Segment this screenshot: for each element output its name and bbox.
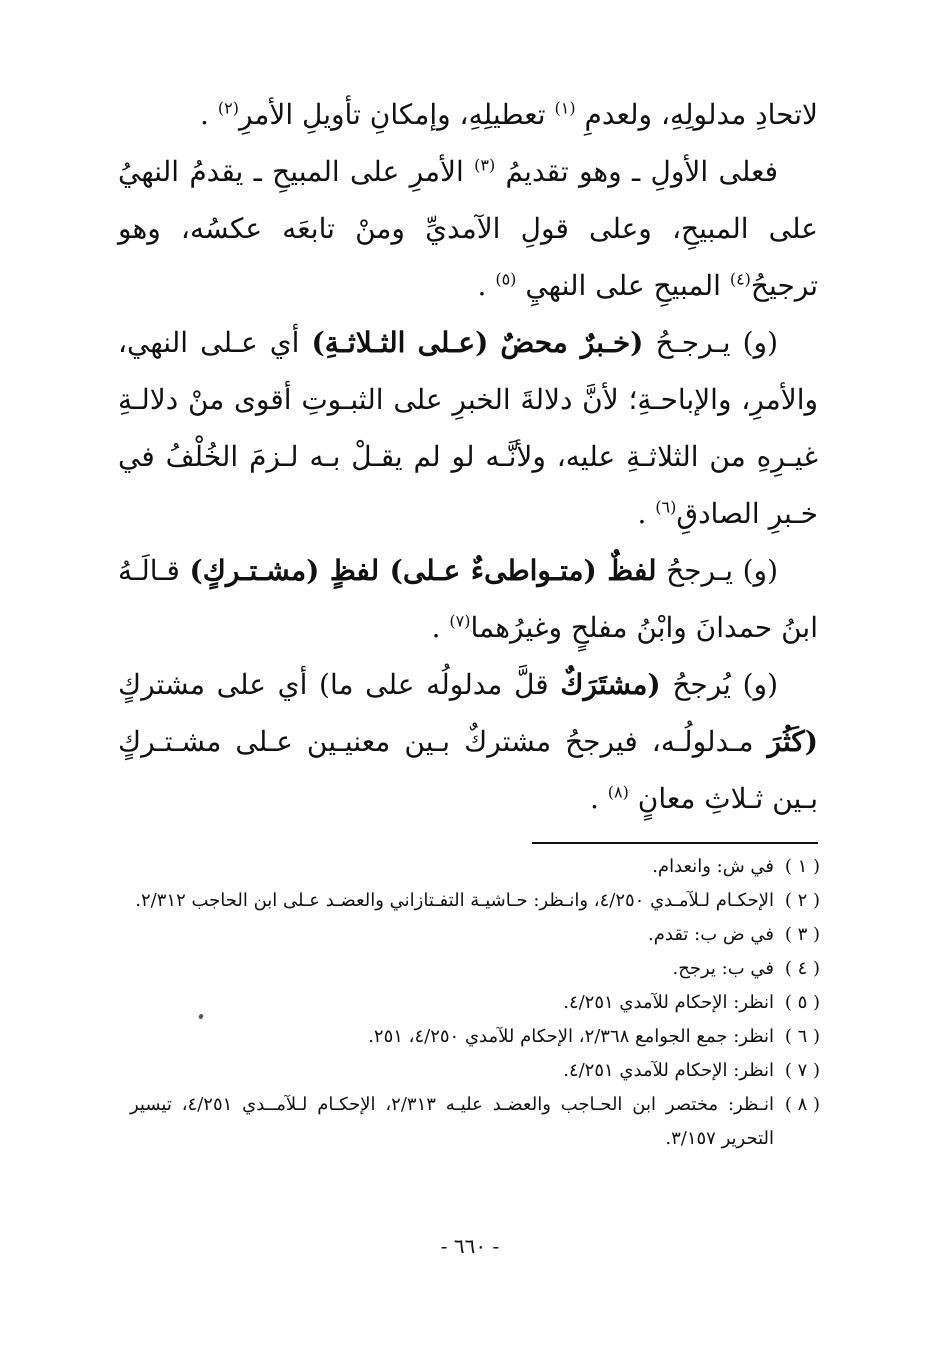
text-segment: لاتحادِ مدلولِهِ، ولعدمِ xyxy=(584,98,818,131)
text-segment: قـالَـهُ ابنُ حمدانَ وابْنُ مفلحٍ وغيرُهما xyxy=(118,554,818,644)
footnote-text: انظر: جمع الجوامع ٢/٣٦٨، الإحكام للآمدي ٤/٢٥٠، ٢٥١. xyxy=(368,1026,774,1047)
footnote-text: انظر: الإحكام للآمدي ٤/٢٥١. xyxy=(563,1060,774,1081)
footnote-number: ( ٣ ) xyxy=(784,924,820,945)
footnote-ref-2[interactable]: (٢) xyxy=(217,98,239,118)
footnote-text: في ب: يرجح. xyxy=(672,958,774,979)
text-segment: . xyxy=(431,611,441,644)
text-segment: (و) يـرجحُ xyxy=(666,554,778,587)
footnote-item xyxy=(130,986,820,1020)
text-segment: . xyxy=(200,98,209,131)
text-segment: (و) يُرجحُ xyxy=(672,668,778,701)
text-segment: تعطيلِهِ، وإمكانِ تأويلِ الأمرِ xyxy=(238,98,546,131)
footnote-text: في ش: وانعدام. xyxy=(652,856,774,877)
text-segment: المبيحِ على النهيِ xyxy=(525,269,721,302)
matn-text: الثـلاثـةِ) xyxy=(311,326,406,359)
footnote-number: ( ١ ) xyxy=(784,856,820,877)
matn-text: (عـلى xyxy=(417,326,489,359)
footnote-ref-1[interactable]: (١) xyxy=(554,98,576,118)
footnote-number: ( ٧ ) xyxy=(784,1060,820,1081)
footnotes xyxy=(130,850,820,1156)
text-segment: فعلى الأولِ ـ وهو تقديمُ xyxy=(505,155,778,188)
footnote-text: انظر: الإحكام للآمدي ٤/٢٥١. xyxy=(563,992,774,1013)
footnote-ref-8[interactable]: (٨) xyxy=(607,782,629,802)
text-segment: . xyxy=(589,782,599,815)
matn-text: (كَثُرَ xyxy=(767,725,818,758)
page-number: - ٦٦٠ - xyxy=(440,1234,500,1258)
footnote-number: ( ٤ ) xyxy=(784,958,820,979)
text-segment: الأمرِ على المبيحِ ـ يقدمُ النهيُ على المبيحِ، وعلى قولِ الآمديِّ ومنْ تابعَه عكسُه، وهو ترجيحُ xyxy=(118,155,818,302)
footnote-text: الإحكـام لـلآمـدي ٤/٢٥٠، وانـظر: حـاشيـة التفـتازاني والعضـد عـلى ابن الحاجب ٢/٣١٢. xyxy=(135,890,774,911)
footnote-item xyxy=(130,1020,820,1054)
footnote-text: انـظر: مختصر ابن الحـاجب والعضـد عليـه ٢/٣١٣، الإحكـام لـلآمــدي ٤/٢٥١، تيسير التحرير ٣/١٥٧. xyxy=(130,1094,775,1149)
text-segment: . xyxy=(477,269,487,302)
text-segment: (و) يـرجـحُ xyxy=(655,326,778,359)
text-segment: أي عـلى النهي، والأمرِ، والإباحـةِ؛ لأنَّ دلالةَ الخبرِ على الثبـوتِ أقوى منْ دلالـةِ غيـرِهِ من الثلاثـةِ عليه، ولأنَّـه لو لم يقـلْ بـه لـزمَ الخُلْفُ في خـبرِ الصادقِ xyxy=(118,326,818,530)
footnote-ref-6[interactable]: (٦) xyxy=(655,497,677,517)
footnote-number: ( ٨ ) xyxy=(784,1094,820,1115)
footnote-item xyxy=(130,850,820,884)
paragraph-2 xyxy=(118,143,818,314)
footnote-number: ( ٥ ) xyxy=(784,992,820,1013)
footnote-text: في ض ب: تقدم. xyxy=(648,924,774,945)
matn-text: (خـبرٌ محضٌ xyxy=(500,326,644,359)
footnote-number: ( ٦ ) xyxy=(784,1026,820,1047)
footnote-ref-7[interactable]: (٧) xyxy=(449,611,471,631)
footnote-item xyxy=(130,918,820,952)
footnote-ref-5[interactable]: (٥) xyxy=(495,269,517,289)
matn-text: (مشتَرَكٌ xyxy=(560,668,661,701)
footnote-item xyxy=(130,1054,820,1088)
footnote-item xyxy=(130,884,820,918)
footnote-item xyxy=(130,1088,820,1156)
text-segment: قلَّ مدلولُه على ما) أي على مشتركٍ xyxy=(118,668,549,701)
footnote-ref-3[interactable]: (٣) xyxy=(474,155,496,175)
footnote-item xyxy=(130,952,820,986)
main-text xyxy=(118,86,818,827)
paragraph-3 xyxy=(118,314,818,542)
footnote-divider xyxy=(532,842,818,844)
matn-text: لفظٌ (متـواطىءٌ عـلى) لفظٍ (مشـتـركٍ) xyxy=(189,554,657,587)
footnote-ref-4[interactable]: (٤) xyxy=(729,269,751,289)
footnote-number: ( ٢ ) xyxy=(784,890,820,911)
paragraph-5 xyxy=(118,656,818,827)
text-segment: . xyxy=(637,497,647,530)
paragraph-4 xyxy=(118,542,818,656)
text-segment: مـدلولُـه، فيرجحُ مشتركٌ بـين معنيـين عـلى مشـتـركٍ بـين ثـلاثِ معانٍ xyxy=(118,725,818,815)
paragraph-1 xyxy=(118,86,818,143)
